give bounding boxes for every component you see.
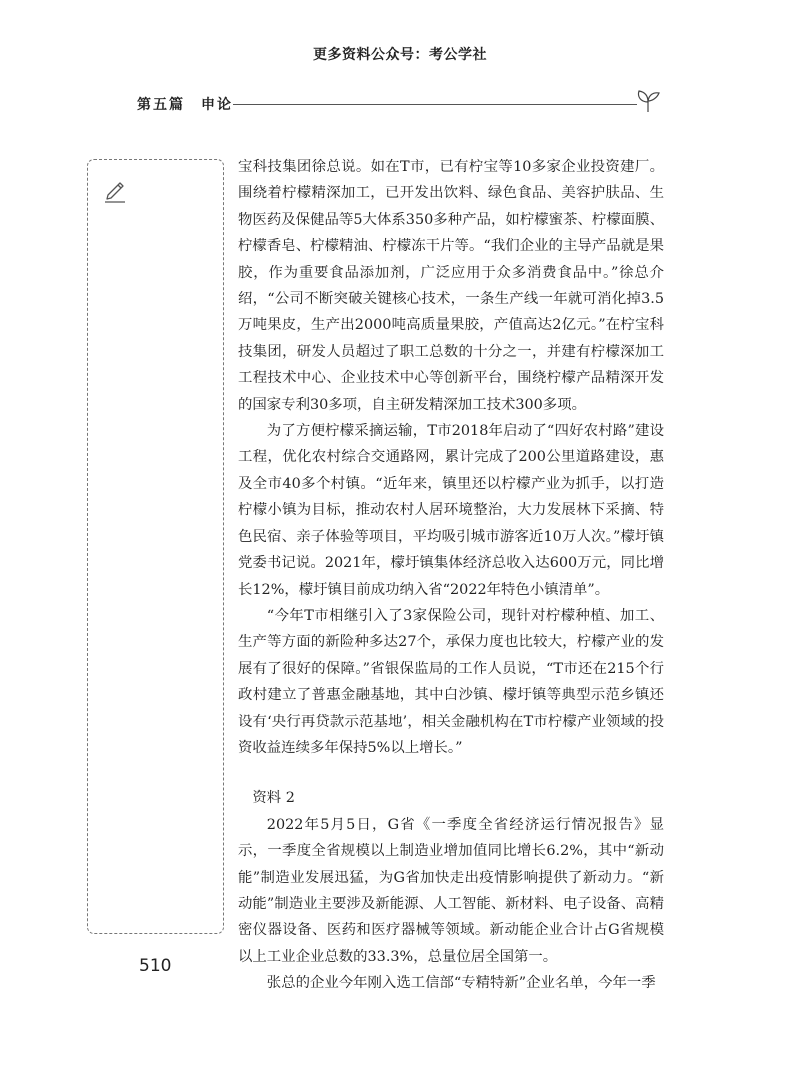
paragraph-5: 张总的企业今年刚入选工信部“专精特新”企业名单，今年一季 bbox=[266, 975, 656, 992]
paragraph-3: “今年T市相继引入了3家保险公司，现针对柠檬种植、加工、生产等方面的新险种多达27个，承保力度也比较大，柠檬产业的发展有了很好的保障。”省银保监局的工作人员说，“T市还在215个行政村建立了普惠金融基地，其中白沙镇、檬圩镇等典型示范乡镇还设有‘央行再贷款示范基地’，相关金融机构在T市柠檬产业领域的投资收益连续多年保持5%以上增长。” bbox=[238, 607, 664, 756]
paragraph-4: 2022年5月5日，G省《一季度全省经济运行情况报告》显示，一季度全省规模以上制造业增加值同比增长6.2%，其中“新动能”制造业发展迅猛，为G省加快走出疫情影响提供了新动力。“新动能”制造业主要涉及新能源、人工智能、新材料、电子设备、高精密仪器设备、医药和医疗器械等领域。新动能企业合计占G省规模以上工业企业总数的33.3%，总量位居全国第一。 bbox=[238, 816, 664, 965]
paragraph-1: 宝科技集团徐总说。如在T市，已有柠宝等10多家企业投资建厂。围绕着柠檬精深加工，已开发出饮料、绿色食品、美容护肤品、生物医药及保健品等5大体系350多种产品，如柠檬蜜茶、柠檬面膜、柠檬香皂、柠檬精油、柠檬冻干片等。“我们企业的主导产品就是果胶，作为重要食品添加剂，广泛应用于众多消费食品中。”徐总介绍，“公司不断突破关键核心技术，一条生产线一年就可消化掉3.5万吨果皮，生产出2000吨高质量果胶，产值高达2亿元。”在柠宝科技集团，研发人员超过了职工总数的十分之一，并建有柠檬深加工工程技术中心、企业技术中心等创新平台，围绕柠檬产品精深开发的国家专利30多项，自主研发精深加工技术300多项。 bbox=[238, 159, 664, 413]
paragraph-2: 为了方便柠檬采摘运输，T市2018年启动了“四好农村路”建设工程，优化农村综合交通路网，累计完成了200公里道路建设，惠及全市40多个村镇。“近年来，镇里还以柠檬产业为抓手，以打造柠檬小镇为目标，推动农村人居环境整治，大力发展林下采摘、特色民宿、亲子体验等项目，平均吸引城市游客近10万人次。”檬圩镇党委书记说。2021年，檬圩镇集体经济总收入达600万元，同比增长12%，檬圩镇目前成功纳入省“2022年特色小镇清单”。 bbox=[238, 423, 664, 598]
pencil-icon bbox=[102, 178, 128, 204]
top-header-text: 更多资料公众号：考公学社 bbox=[313, 47, 487, 63]
page-number: 510 bbox=[139, 956, 172, 976]
main-text bbox=[238, 154, 664, 997]
notes-margin-box bbox=[87, 159, 224, 934]
section-heading: 资料 2 bbox=[252, 790, 295, 807]
chapter-title: 第五篇 申论 bbox=[137, 97, 233, 113]
chapter-rule bbox=[233, 104, 637, 105]
chapter-header bbox=[137, 90, 661, 116]
sprout-icon bbox=[633, 88, 663, 114]
